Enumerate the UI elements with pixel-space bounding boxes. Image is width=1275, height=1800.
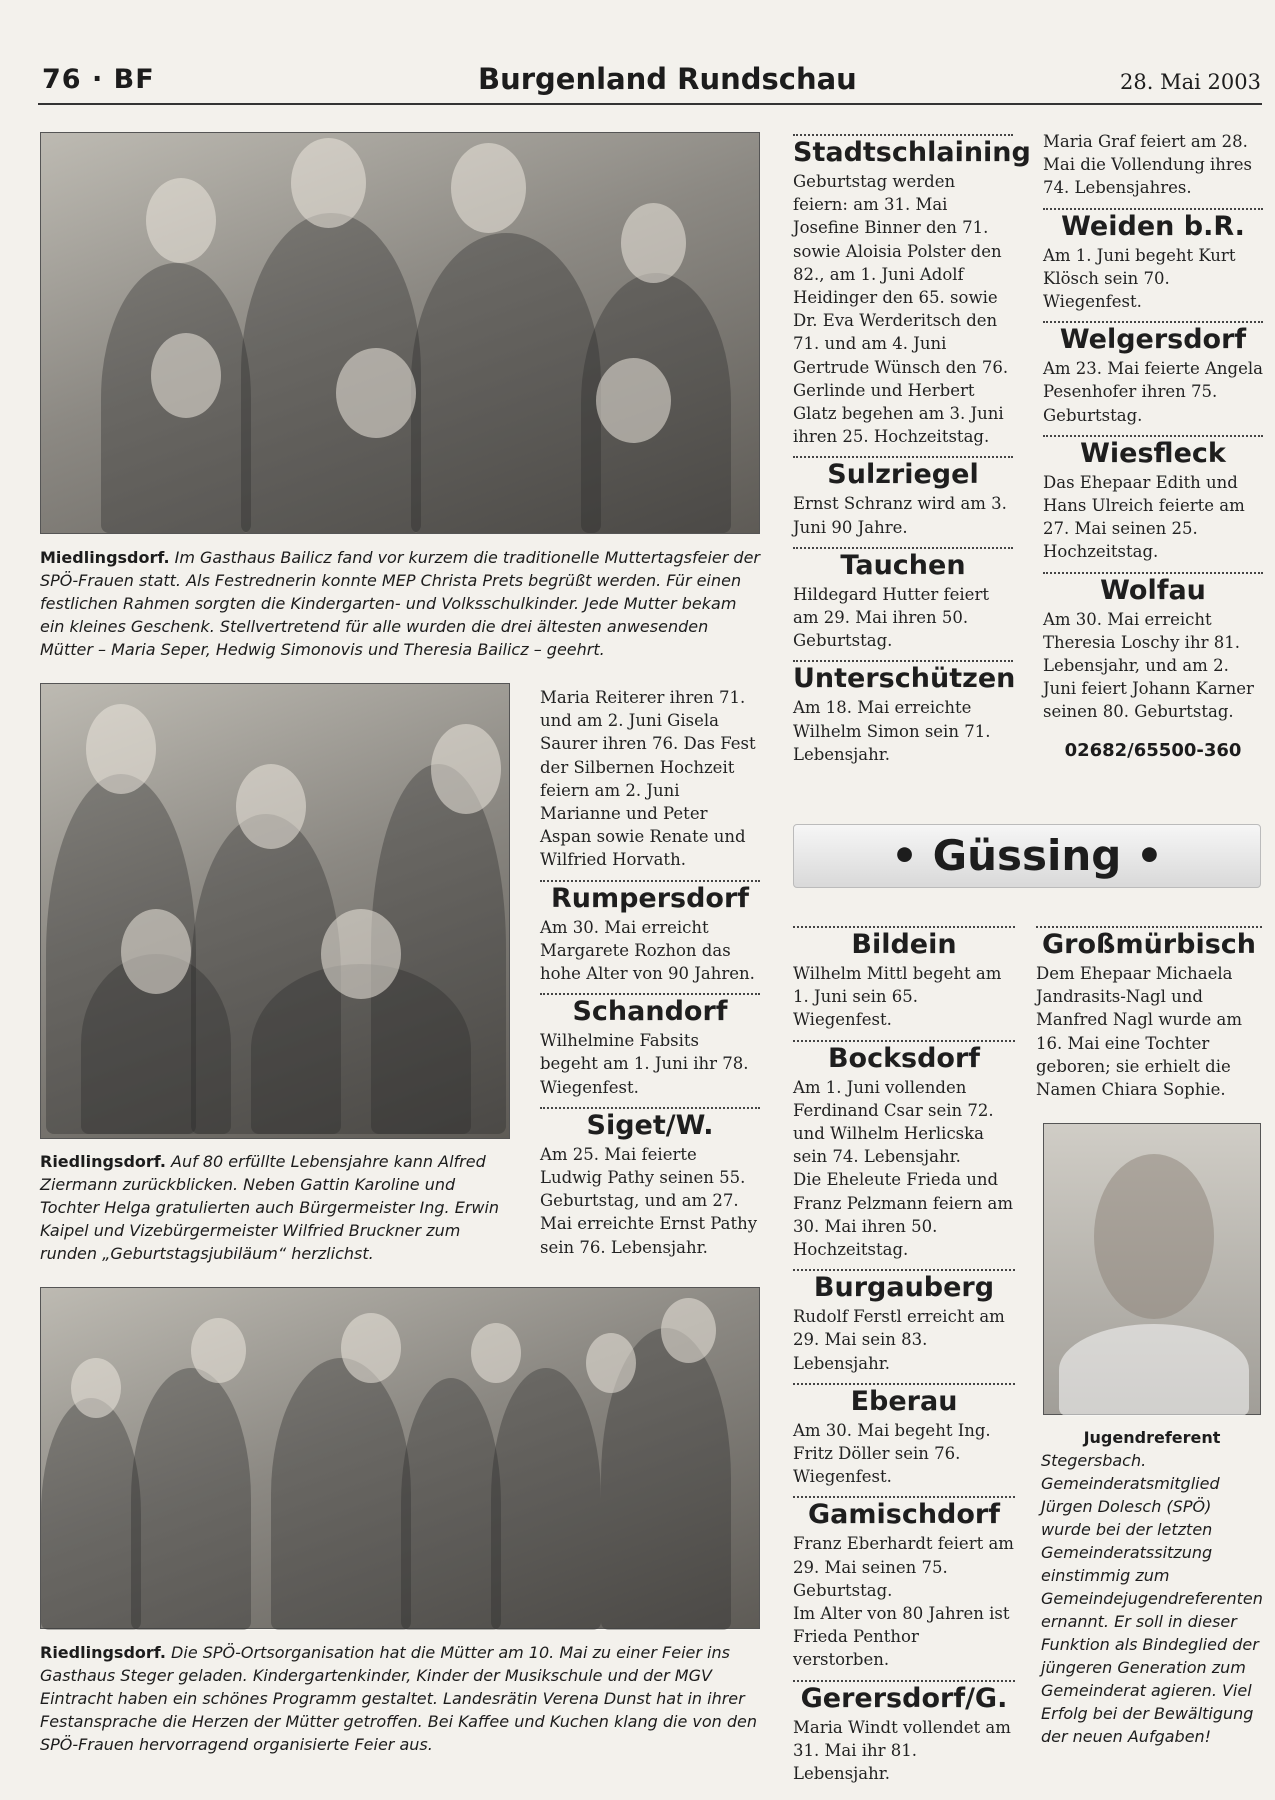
phone-number: 02682/65500-360 (1064, 739, 1242, 761)
newspaper-title: Burgenland Rundschau (478, 62, 857, 96)
text-stadtschlaining-1: Geburtstag werden feiern: am 31. Mai Josefine Binner den 71. sowie Aloisia Polster den 82., am 1. Juni Adolf Heidinger den 65. sowie Dr. Eva Werderitsch den 71. und am 4. Juni Gertrude Wünsch den 76. (793, 172, 1009, 377)
text-weiden: Am 1. Juni begeht Kurt Klösch sein 70. Wiegenfest. (1043, 245, 1236, 312)
heading-rumpersdorf: Rumpersdorf (550, 882, 750, 914)
photo-spoe-muetterfeier (40, 1287, 760, 1629)
heading-sulzriegel: Sulzriegel (827, 459, 979, 491)
heading-jugendreferent: Jugendreferent (1083, 1428, 1221, 1447)
photo3-caption-text: Die SPÖ-Ortsorganisation hat die Mütter am 10. Mai zu einer Feier ins Gasthaus Steger geladen. Kindergartenkinder, Kinder der Musikschule und der MGV Eintracht haben ein schönes Programm gestaltet. Landesrätin Verena Dunst hat in ihrer Festansprache die Herzen der Mütter getroffen. Bei Kaffee und Kuchen klang die von den SPÖ-Frauen hervorragend organisierte Feier aus. (40, 1643, 757, 1754)
heading-eberau: Eberau (850, 1385, 958, 1417)
text-tauchen: Hildegard Hutter feiert am 29. Mai ihren 50. Geburtstag. (793, 584, 989, 651)
text-siget: Am 25. Mai feierte Ludwig Pathy seinen 55. Geburtstag, und am 27. Mai erreichte Ernst Pathy sein 76. Lebensjahr. (540, 1144, 758, 1257)
photo2-caption-place: Riedlingsdorf. (40, 1152, 166, 1171)
heading-siget: Siget/W. (586, 1109, 714, 1141)
text-grossmuerbisch: Dem Ehepaar Michaela Jandrasits-Nagl und Manfred Nagl wurde am 16. Mai eine Tochter geboren; sie erhielt die Namen Chiara Sophie. (1036, 964, 1242, 1100)
middle-column (540, 686, 760, 1259)
photo-portrait-dolesch (1043, 1123, 1261, 1415)
photo-muttertagsfeier (40, 132, 760, 534)
text-gamischdorf-1: Franz Eberhardt feiert am 29. Mai seinen 75. Geburtstag. (793, 1534, 1014, 1600)
heading-wiesfleck: Wiesfleck (1080, 437, 1226, 469)
photo2-caption (40, 1150, 510, 1265)
text-gamischdorf-2: Im Alter von 80 Jahren ist Frieda Penthor verstorben. (793, 1604, 1010, 1670)
heading-welgersdorf: Welgersdorf (1059, 324, 1247, 356)
text-bildein: Wilhelm Mittl begeht am 1. Juni sein 65. Wiegenfest. (793, 964, 1002, 1030)
heading-grossmuerbisch: Großmürbisch (1042, 929, 1256, 960)
column-bottom-right (1036, 926, 1262, 1101)
heading-burgauberg: Burgauberg (813, 1272, 995, 1304)
photo1-caption-text: Im Gasthaus Bailicz fand vor kurzem die traditionelle Muttertagsfeier der SPÖ-Frauen statt. Als Festrednerin konnte MEP Christa Prets begrüßt werden. Für einen festlichen Rahmen sorgten die Kindergarten- und Volksschulkinder. Jede Mutter bekam ein kleines Geschenk. Stellvertretend für alle wurden die drei ältesten anwesenden Mütter – Maria Seper, Hedwig Simonovis und Theresia Bailicz – geehrt. (40, 548, 760, 659)
header-rule (38, 103, 1262, 105)
column-top-left (793, 134, 1031, 766)
text-schandorf: Wilhelmine Fabsits begeht am 1. Juni ihr 78. Wiegenfest. (540, 1031, 749, 1097)
heading-bocksdorf: Bocksdorf (827, 1042, 981, 1074)
text-unterschuetzen: Am 18. Mai erreichte Wilhelm Simon sein 71. Lebensjahr. (793, 698, 991, 764)
text-burgauberg: Rudolf Ferstl erreicht am 29. Mai sein 83. Lebensjahr. (793, 1307, 1005, 1373)
text-jugendreferent: Stegersbach. Gemeinderatsmitglied Jürgen Dolesch (SPÖ) wurde bei der letzten Gemeinderatssitzung einstimmig zum Gemeindejugendreferenten ernannt. Er soll in dieser Funktion als Bindeglied der jüngeren Generation zum Gemeinderat agieren. Viel Erfolg bei der Bewältigung der neuen Aufgaben! (1041, 1451, 1263, 1746)
heading-unterschuetzen: Unterschützen (793, 663, 1016, 695)
middle-intro-text: Maria Reiterer ihren 71. und am 2. Juni Gisela Saurer ihren 76. Das Fest der Silbernen Hochzeit feiern am 2. Juni Marianne und Peter Aspan sowie Renate und Wilfried Horvath. (540, 688, 756, 870)
page-number: 76 · BF (42, 64, 155, 95)
photo3-caption-place: Riedlingsdorf. (40, 1643, 166, 1662)
heading-schandorf: Schandorf (572, 996, 728, 1028)
text-gerersdorf: Maria Windt vollendet am 31. Mai ihr 81. Lebensjahr. (793, 1717, 1011, 1784)
jugendreferent-block (1041, 1428, 1263, 1748)
region-banner-guessing: • Güssing • (793, 824, 1261, 888)
column-top-right (1043, 130, 1263, 761)
text-wolfau: Am 30. Mai erreicht Theresia Loschy ihr 81. Lebensjahr, und am 2. Juni feiert Johann Karner seinen 80. Geburtstag. (1043, 609, 1254, 722)
photo1-caption-place: Miedlingsdorf. (40, 548, 170, 567)
heading-bildein: Bildein (851, 929, 957, 960)
issue-date: 28. Mai 2003 (1120, 70, 1261, 94)
text-eberau: Am 30. Mai begeht Ing. Fritz Döller sein 76. Wiegenfest. (793, 1420, 991, 1487)
photo3-caption (40, 1641, 762, 1756)
heading-gamischdorf: Gamischdorf (807, 1499, 1000, 1531)
photo1-caption (40, 546, 762, 661)
text-wiesfleck: Das Ehepaar Edith und Hans Ulreich feierte am 27. Mai seinen 25. Hochzeitstag. (1043, 472, 1245, 562)
heading-wolfau: Wolfau (1100, 574, 1206, 606)
photo2-caption-text: Auf 80 erfüllte Lebensjahre kann Alfred Ziermann zurückblicken. Neben Gattin Karoline und Tochter Helga gratulierten auch Bürgermeister Ing. Erwin Kaipel und Vizebürgermeister Wilfried Bruckner zum runden „Geburtstagsjubiläum“ herzlichst. (40, 1152, 500, 1263)
text-maria-graf: Maria Graf feiert am 28. Mai die Vollendung ihres 74. Lebensjahres. (1043, 132, 1253, 198)
heading-stadtschlaining: Stadtschlaining (793, 137, 1031, 168)
text-sulzriegel: Ernst Schranz wird am 3. Juni 90 Jahre. (793, 494, 1007, 537)
text-rumpersdorf: Am 30. Mai erreicht Margarete Rozhon das hohe Alter von 90 Jahren. (540, 917, 755, 984)
heading-weiden: Weiden b.R. (1061, 210, 1245, 242)
text-welgersdorf: Am 23. Mai feierte Angela Pesenhofer ihren 75. Geburtstag. (1043, 359, 1263, 425)
heading-tauchen: Tauchen (840, 549, 966, 581)
photo-geburtstag-ziermann (40, 683, 510, 1139)
text-bocksdorf-2: Die Eheleute Frieda und Franz Pelzmann feiern am 30. Mai ihren 50. Hochzeitstag. (793, 1170, 1013, 1260)
column-bottom-left (793, 926, 1015, 1785)
heading-gerersdorf: Gerersdorf/G. (800, 1682, 1008, 1714)
text-stadtschlaining-2: Gerlinde und Herbert Glatz begehen am 3. Juni ihren 25. Hochzeitstag. (793, 380, 1004, 447)
text-bocksdorf-1: Am 1. Juni vollenden Ferdinand Csar sein 72. und Wilhelm Herlicska sein 74. Lebensjahr. (793, 1077, 994, 1167)
